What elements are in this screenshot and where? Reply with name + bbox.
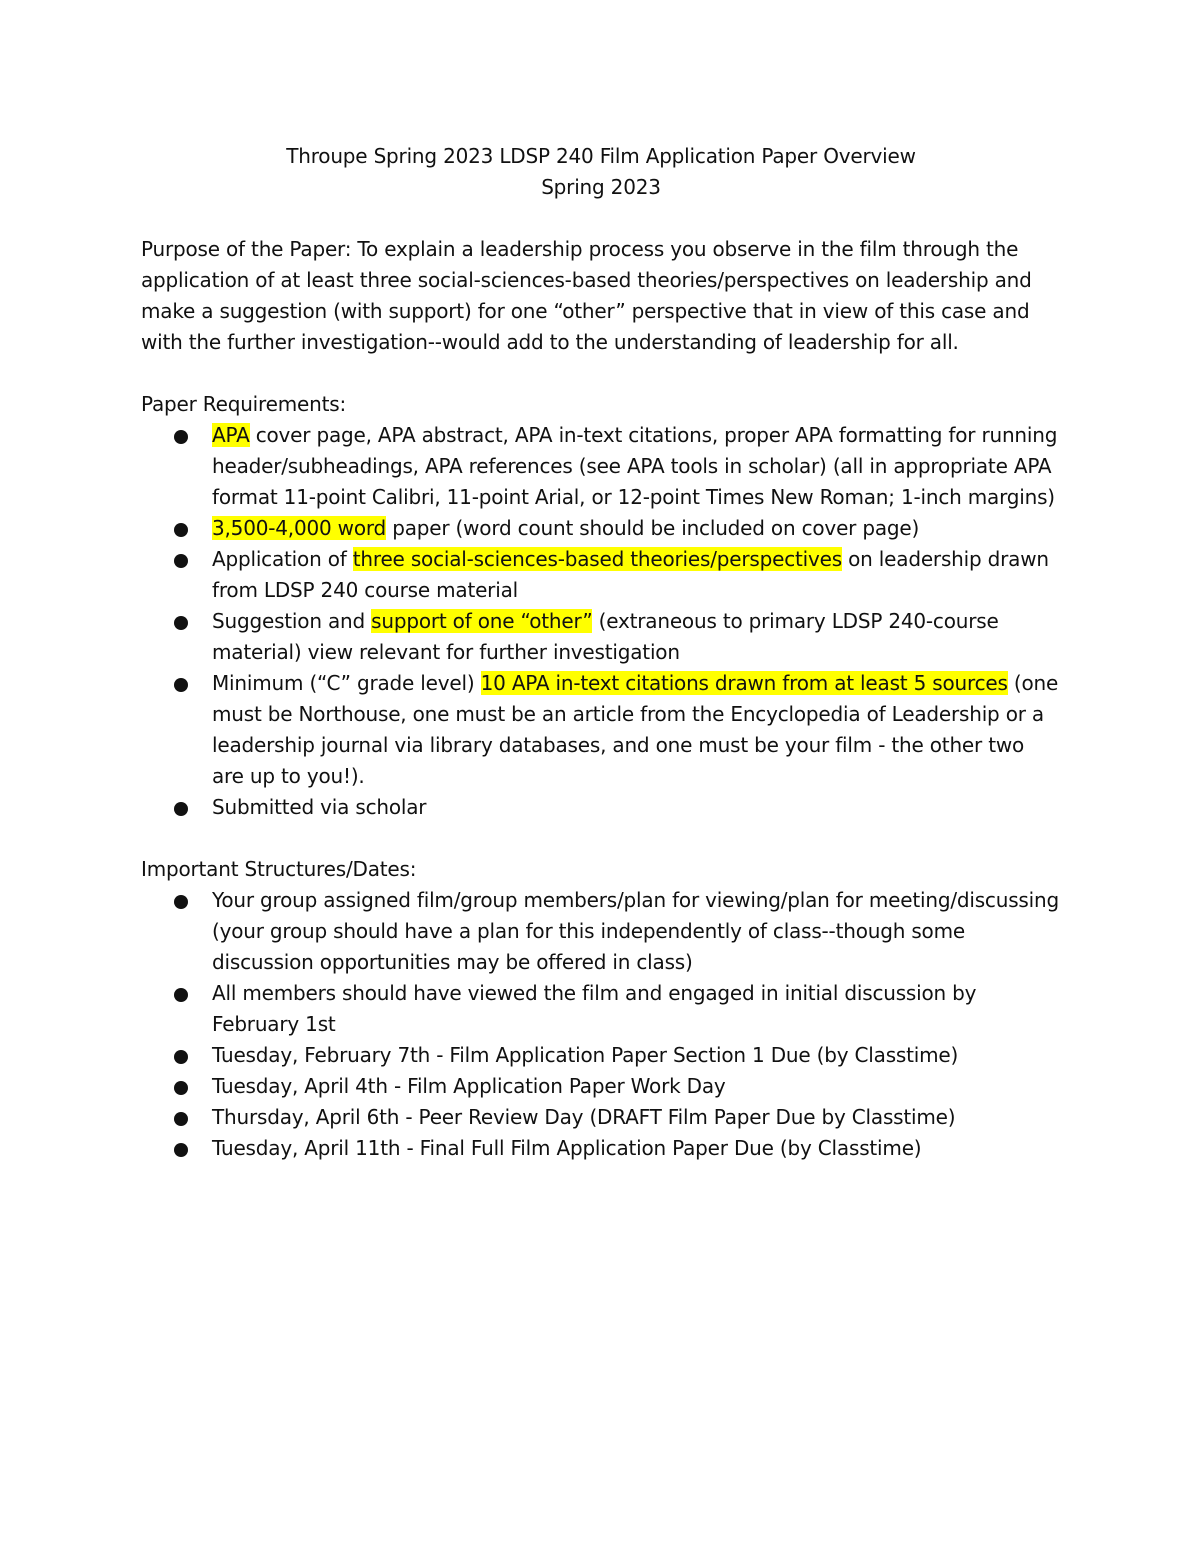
bullet-icon: [174, 988, 188, 1002]
requirement-text: paper (word count should be included on cover page): [386, 516, 920, 540]
bullet-icon: [174, 895, 188, 909]
highlighted-text: support of one “other”: [371, 609, 593, 633]
requirement-item: [141, 668, 1061, 792]
requirement-text: Minimum (“C” grade level): [212, 671, 481, 695]
requirements-heading: Paper Requirements:: [141, 392, 346, 416]
structure-item: [141, 1133, 1061, 1164]
requirement-item: [141, 420, 1061, 513]
structure-item: [141, 978, 1061, 1040]
structures-heading: Important Structures/Dates:: [141, 857, 417, 881]
requirement-item: [141, 544, 1061, 606]
highlighted-text: 3,500-4,000 word: [212, 516, 387, 540]
document-title: [141, 141, 1061, 203]
structure-text: Tuesday, April 4th - Film Application Paper Work Day: [212, 1074, 726, 1098]
structure-item: [141, 1102, 1061, 1133]
document-content: [141, 141, 1061, 1164]
title-line-1: Throupe Spring 2023 LDSP 240 Film Application Paper Overview: [286, 144, 916, 168]
structure-item: [141, 1071, 1061, 1102]
structure-text: All members should have viewed the film and engaged in initial discussion by February 1st: [212, 981, 977, 1036]
structures-list: [141, 885, 1061, 1164]
bullet-icon: [174, 1143, 188, 1157]
requirement-item: [141, 792, 1061, 823]
structure-text: Tuesday, February 7th - Film Application Paper Section 1 Due (by Classtime): [212, 1043, 959, 1067]
bullet-icon: [174, 430, 188, 444]
highlighted-text: APA: [212, 423, 250, 447]
requirement-text: on leadership drawn from LDSP 240 course material: [212, 547, 1049, 602]
structure-text: Thursday, April 6th - Peer Review Day (DRAFT Film Paper Due by Classtime): [212, 1105, 956, 1129]
bullet-icon: [174, 802, 188, 816]
bullet-icon: [174, 1050, 188, 1064]
requirements-list: [141, 420, 1061, 823]
requirement-text: cover page, APA abstract, APA in-text citations, proper APA formatting for running header/subheadings, APA references (see APA tools in scholar) (all in appropriate APA format 11-point Calibri, 11-point Arial, or 12-point Times New Roman; 1-inch margins): [212, 423, 1058, 509]
requirement-text: Suggestion and: [212, 609, 372, 633]
title-line-2: Spring 2023: [541, 175, 661, 199]
requirement-item: [141, 513, 1061, 544]
bullet-icon: [174, 1081, 188, 1095]
requirement-item: [141, 606, 1061, 668]
bullet-icon: [174, 554, 188, 568]
bullet-icon: [174, 523, 188, 537]
purpose-paragraph: Purpose of the Paper: To explain a leadership process you observe in the film through the application of at least three social-sciences-based theories/perspectives on leadership and make a suggestion (with support) for one “other” perspective that in view of this case and with the further investigation--would add to the understanding of leadership for all.: [141, 237, 1032, 354]
requirement-text: Application of: [212, 547, 353, 571]
requirement-text: (one must be Northouse, one must be an article from the Encyclopedia of Leadership or a leadership journal via library databases, and one must be your film - the other two are up to you!).: [212, 671, 1059, 788]
structure-item: [141, 1040, 1061, 1071]
structure-text: Your group assigned film/group members/plan for viewing/plan for meeting/discussing (your group should have a plan for this independently of class--though some discussion opportunities may be offered in class): [212, 888, 1059, 974]
requirement-text: (extraneous to primary LDSP 240-course material) view relevant for further investigation: [212, 609, 999, 664]
highlighted-text: three social-sciences-based theories/perspectives: [352, 547, 842, 571]
structure-text: Tuesday, April 11th - Final Full Film Application Paper Due (by Classtime): [212, 1136, 922, 1160]
highlighted-text: 10 APA in-text citations drawn from at least 5 sources: [480, 671, 1008, 695]
requirement-text: Submitted via scholar: [212, 795, 427, 819]
bullet-icon: [174, 678, 188, 692]
bullet-icon: [174, 616, 188, 630]
bullet-icon: [174, 1112, 188, 1126]
structure-item: [141, 885, 1061, 978]
